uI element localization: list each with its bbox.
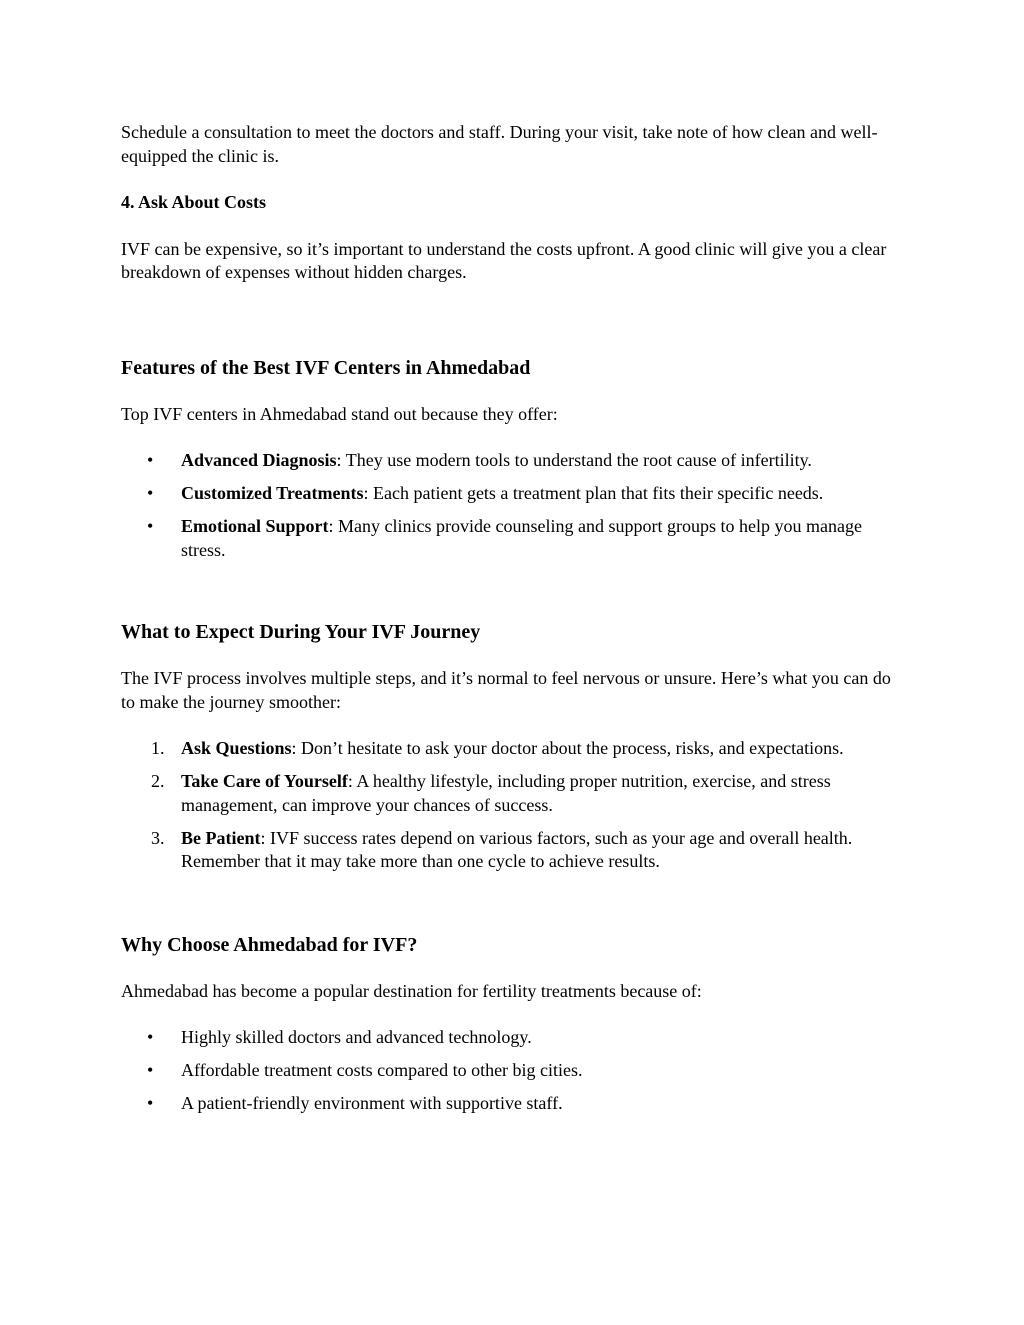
list-item-term: Advanced Diagnosis (181, 450, 337, 470)
list-item (121, 515, 901, 562)
why-ahmedabad-intro: Ahmedabad has become a popular destination for fertility treatments because of: (121, 980, 702, 1001)
why-ahmedabad-heading: Why Choose Ahmedabad for IVF? (121, 933, 418, 956)
list-item (121, 737, 901, 761)
list-item-text: : They use modern tools to understand the root cause of infertility. (336, 450, 812, 470)
list-item-text: : Don’t hesitate to ask your doctor about the process, risks, and expectations. (291, 738, 844, 758)
list-item-text: : A healthy lifestyle, including proper nutrition, exercise, and stress management, can improve your chances of success. (181, 771, 831, 815)
list-number: 3. (151, 827, 165, 848)
list-item-term: Emotional Support (181, 516, 329, 536)
why-ahmedabad-list (121, 1026, 901, 1116)
journey-list (121, 737, 901, 874)
list-item-text: : IVF success rates depend on various factors, such as your age and overall health. Remember that it may take more than one cycle to achieve results. (181, 827, 853, 871)
list-number: 1. (151, 738, 165, 758)
list-item-term: Ask Questions (181, 738, 292, 758)
list-item-text: : Many clinics provide counseling and support groups to help you manage stress. (181, 516, 862, 560)
list-item (121, 827, 901, 874)
list-item: • Affordable treatment costs compared to other big cities. (121, 1059, 901, 1083)
journey-heading: What to Expect During Your IVF Journey (121, 621, 481, 643)
consultation-paragraph: Schedule a consultation to meet the doctors and staff. During your visit, take note of how clean and well-equipped the clinic is. (121, 122, 878, 166)
features-list (121, 449, 901, 562)
list-item-term: Be Patient (181, 827, 261, 848)
list-item (121, 449, 901, 473)
list-number: 2. (151, 771, 165, 791)
costs-paragraph: IVF can be expensive, so it’s important to understand the costs upfront. A good clinic will give you a clear breakdown of expenses without hidden charges. (121, 238, 887, 282)
list-item-text: : Each patient gets a treatment plan that fits their specific needs. (363, 483, 824, 503)
list-item-term: Take Care of Yourself (181, 771, 348, 791)
features-heading: Features of the Best IVF Centers in Ahmedabad (121, 356, 531, 379)
list-item (121, 482, 901, 506)
document-page (121, 121, 901, 1116)
list-item: • Highly skilled doctors and advanced technology. (121, 1026, 901, 1050)
ask-about-costs-heading: 4. Ask About Costs (121, 192, 267, 212)
list-item: • A patient-friendly environment with supportive staff. (121, 1092, 901, 1116)
journey-intro: The IVF process involves multiple steps, and it’s normal to feel nervous or unsure. Here’s what you can do to make the journey smoother: (121, 668, 891, 712)
list-item (121, 770, 901, 817)
list-item-term: Customized Treatments (181, 483, 364, 503)
features-intro: Top IVF centers in Ahmedabad stand out because they offer: (121, 403, 558, 424)
